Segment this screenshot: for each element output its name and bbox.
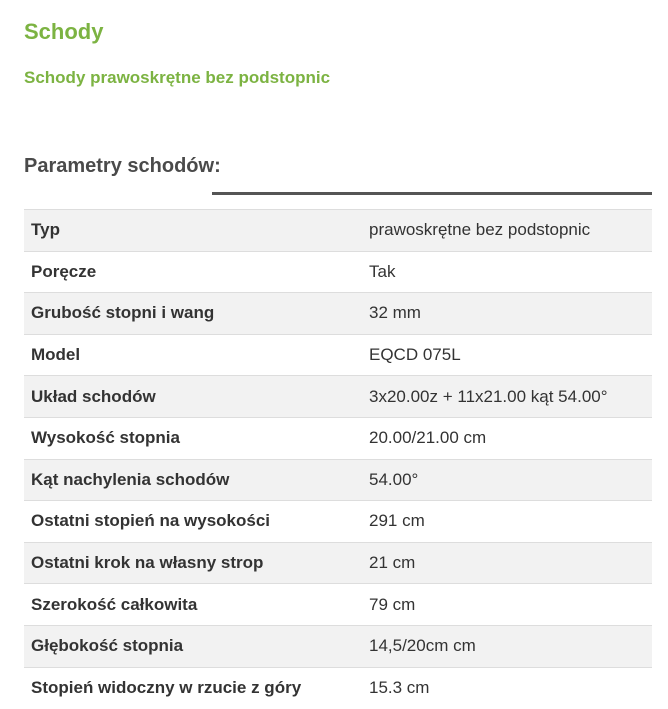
parameter-value: EQCD 075L bbox=[362, 334, 652, 376]
parameter-value: 54.00° bbox=[362, 459, 652, 501]
table-row bbox=[24, 293, 652, 335]
parameter-label: Typ bbox=[24, 210, 362, 252]
table-row bbox=[24, 210, 652, 252]
parameter-value: 21 cm bbox=[362, 542, 652, 584]
parameter-value: 15.3 cm bbox=[362, 667, 652, 709]
parameter-label: Kąt nachylenia schodów bbox=[24, 459, 362, 501]
parameters-table-body bbox=[24, 210, 652, 709]
table-row bbox=[24, 459, 652, 501]
parameter-value: 291 cm bbox=[362, 501, 652, 543]
parameter-label: Głębokość stopnia bbox=[24, 625, 362, 667]
parameter-value: 20.00/21.00 cm bbox=[362, 417, 652, 459]
page-subtitle: Schody prawoskrętne bez podstopnic bbox=[24, 68, 331, 87]
parameter-label: Wysokość stopnia bbox=[24, 417, 362, 459]
table-row bbox=[24, 334, 652, 376]
table-row bbox=[24, 625, 652, 667]
table-row bbox=[24, 251, 652, 293]
parameter-value: 14,5/20cm cm bbox=[362, 625, 652, 667]
table-row bbox=[24, 417, 652, 459]
table-row bbox=[24, 667, 652, 709]
table-row bbox=[24, 584, 652, 626]
parameter-label: Model bbox=[24, 334, 362, 376]
parameter-value: 3x20.00z + 11x21.00 kąt 54.00° bbox=[362, 376, 652, 418]
parameter-label: Ostatni krok na własny strop bbox=[24, 542, 362, 584]
parameter-value: 32 mm bbox=[362, 293, 652, 335]
parameters-table bbox=[24, 209, 652, 709]
page-title: Schody bbox=[24, 19, 104, 44]
table-row bbox=[24, 376, 652, 418]
parameter-value: prawoskrętne bez podstopnic bbox=[362, 210, 652, 252]
table-row bbox=[24, 501, 652, 543]
table-row bbox=[24, 542, 652, 584]
parameter-label: Szerokość całkowita bbox=[24, 584, 362, 626]
parameters-heading: Parametry schodów: bbox=[24, 155, 221, 177]
parameter-label: Grubość stopni i wang bbox=[24, 293, 362, 335]
parameter-value: 79 cm bbox=[362, 584, 652, 626]
parameter-label: Stopień widoczny w rzucie z góry bbox=[24, 667, 362, 709]
parameter-label: Ostatni stopień na wysokości bbox=[24, 501, 362, 543]
parameter-value: Tak bbox=[362, 251, 652, 293]
heading-divider bbox=[212, 192, 652, 195]
parameter-label: Układ schodów bbox=[24, 376, 362, 418]
parameter-label: Poręcze bbox=[24, 251, 362, 293]
